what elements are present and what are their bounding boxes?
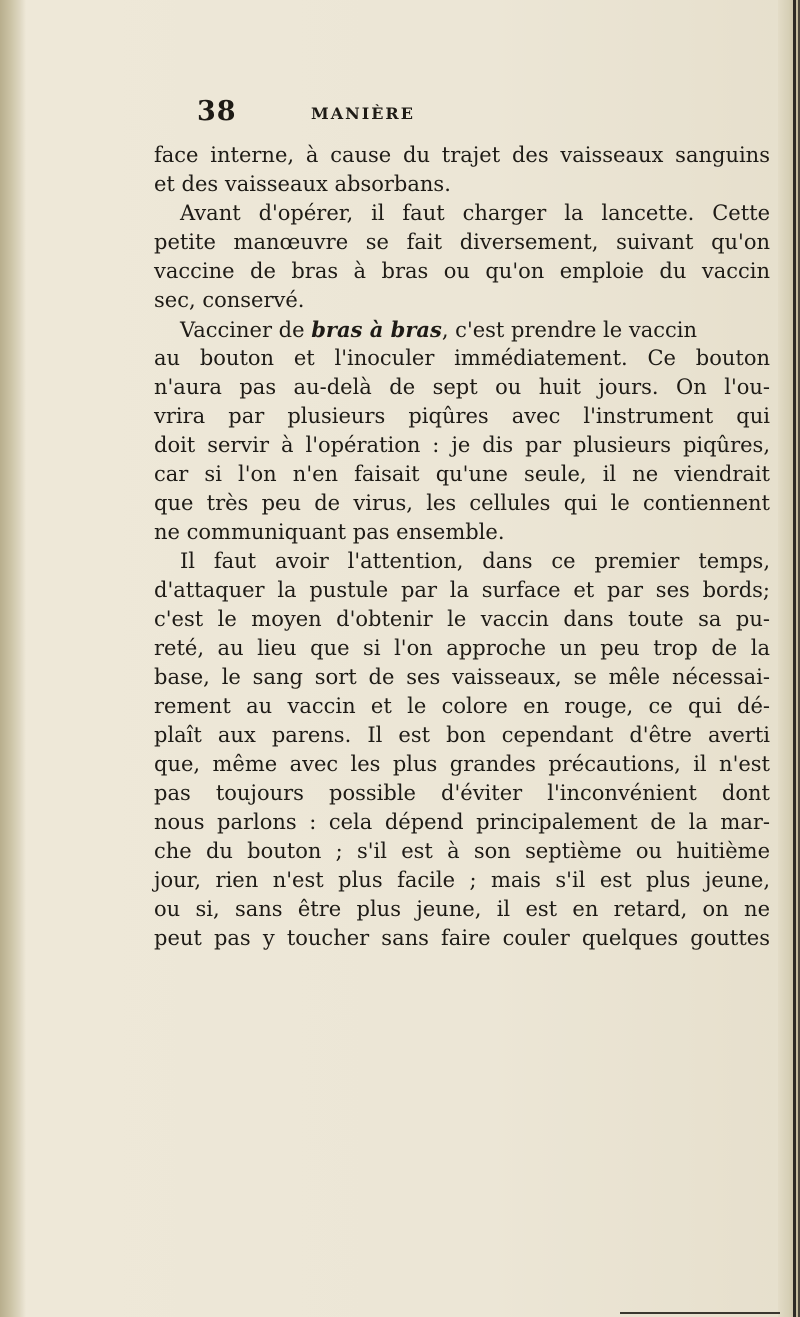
- text-line: base, le sang sort de ses vaisseaux, se mêle nécessai-: [154, 665, 770, 689]
- page-number: 38: [197, 96, 237, 127]
- page-edge-line: [793, 0, 796, 1317]
- text-line: peut pas y toucher sans faire couler quelques gouttes: [154, 926, 770, 950]
- text-line: que, même avec les plus grandes précautions, il n'est: [154, 752, 770, 776]
- text-line: petite manœuvre se fait diversement, suivant qu'on: [154, 230, 770, 254]
- text-line: rement au vaccin et le colore en rouge, ce qui dé-: [154, 694, 770, 718]
- text-line: vrira par plusieurs piqûres avec l'instrument qui: [154, 404, 770, 428]
- text-span: , c'est prendre le vaccin: [441, 318, 698, 342]
- text-line: ne communiquant pas ensemble.: [154, 520, 505, 544]
- page-header: [197, 96, 617, 132]
- text-line: pas toujours possible d'éviter l'inconvénient dont: [154, 781, 770, 805]
- text-line: che du bouton ; s'il est à son septième ou huitième: [154, 839, 770, 863]
- italic-phrase: bras à bras: [311, 317, 442, 342]
- text-line: [154, 315, 770, 344]
- text-line: nous parlons : cela dépend principalement de la mar-: [154, 810, 770, 834]
- text-line: que très peu de virus, les cellules qui le contiennent: [154, 491, 770, 515]
- text-line: vaccine de bras à bras ou qu'on emploie du vaccin: [154, 259, 770, 283]
- page-edge: [778, 0, 800, 1317]
- running-head: MANIÈRE: [311, 104, 415, 123]
- text-line: et des vaisseaux absorbans.: [154, 172, 451, 196]
- text-line: reté, au lieu que si l'on approche un peu trop de la: [154, 636, 770, 660]
- text-line: sec, conservé.: [154, 288, 305, 312]
- text-line: Il faut avoir l'attention, dans ce premier temps,: [180, 549, 770, 573]
- text-line: face interne, à cause du trajet des vaisseaux sanguins: [154, 143, 770, 167]
- bottom-edge-line: [620, 1312, 780, 1314]
- text-line: c'est le moyen d'obtenir le vaccin dans toute sa pu-: [154, 607, 770, 631]
- text-line: ou si, sans être plus jeune, il est en retard, on ne: [154, 897, 770, 921]
- text-line: plaît aux parens. Il est bon cependant d'être averti: [154, 723, 770, 747]
- body-text: [154, 141, 770, 953]
- text-line: doit servir à l'opération : je dis par plusieurs piqûres,: [154, 433, 770, 457]
- binding-gutter: [0, 0, 26, 1317]
- text-line: au bouton et l'inoculer immédiatement. Ce bouton: [154, 346, 770, 370]
- text-line: n'aura pas au-delà de sept ou huit jours. On l'ou-: [154, 375, 770, 399]
- text-span: Vacciner de: [180, 318, 305, 342]
- text-line: Avant d'opérer, il faut charger la lancette. Cette: [180, 201, 770, 225]
- text-line: jour, rien n'est plus facile ; mais s'il est plus jeune,: [154, 868, 770, 892]
- text-line: car si l'on n'en faisait qu'une seule, il ne viendrait: [154, 462, 770, 486]
- text-line: d'attaquer la pustule par la surface et par ses bords;: [154, 578, 770, 602]
